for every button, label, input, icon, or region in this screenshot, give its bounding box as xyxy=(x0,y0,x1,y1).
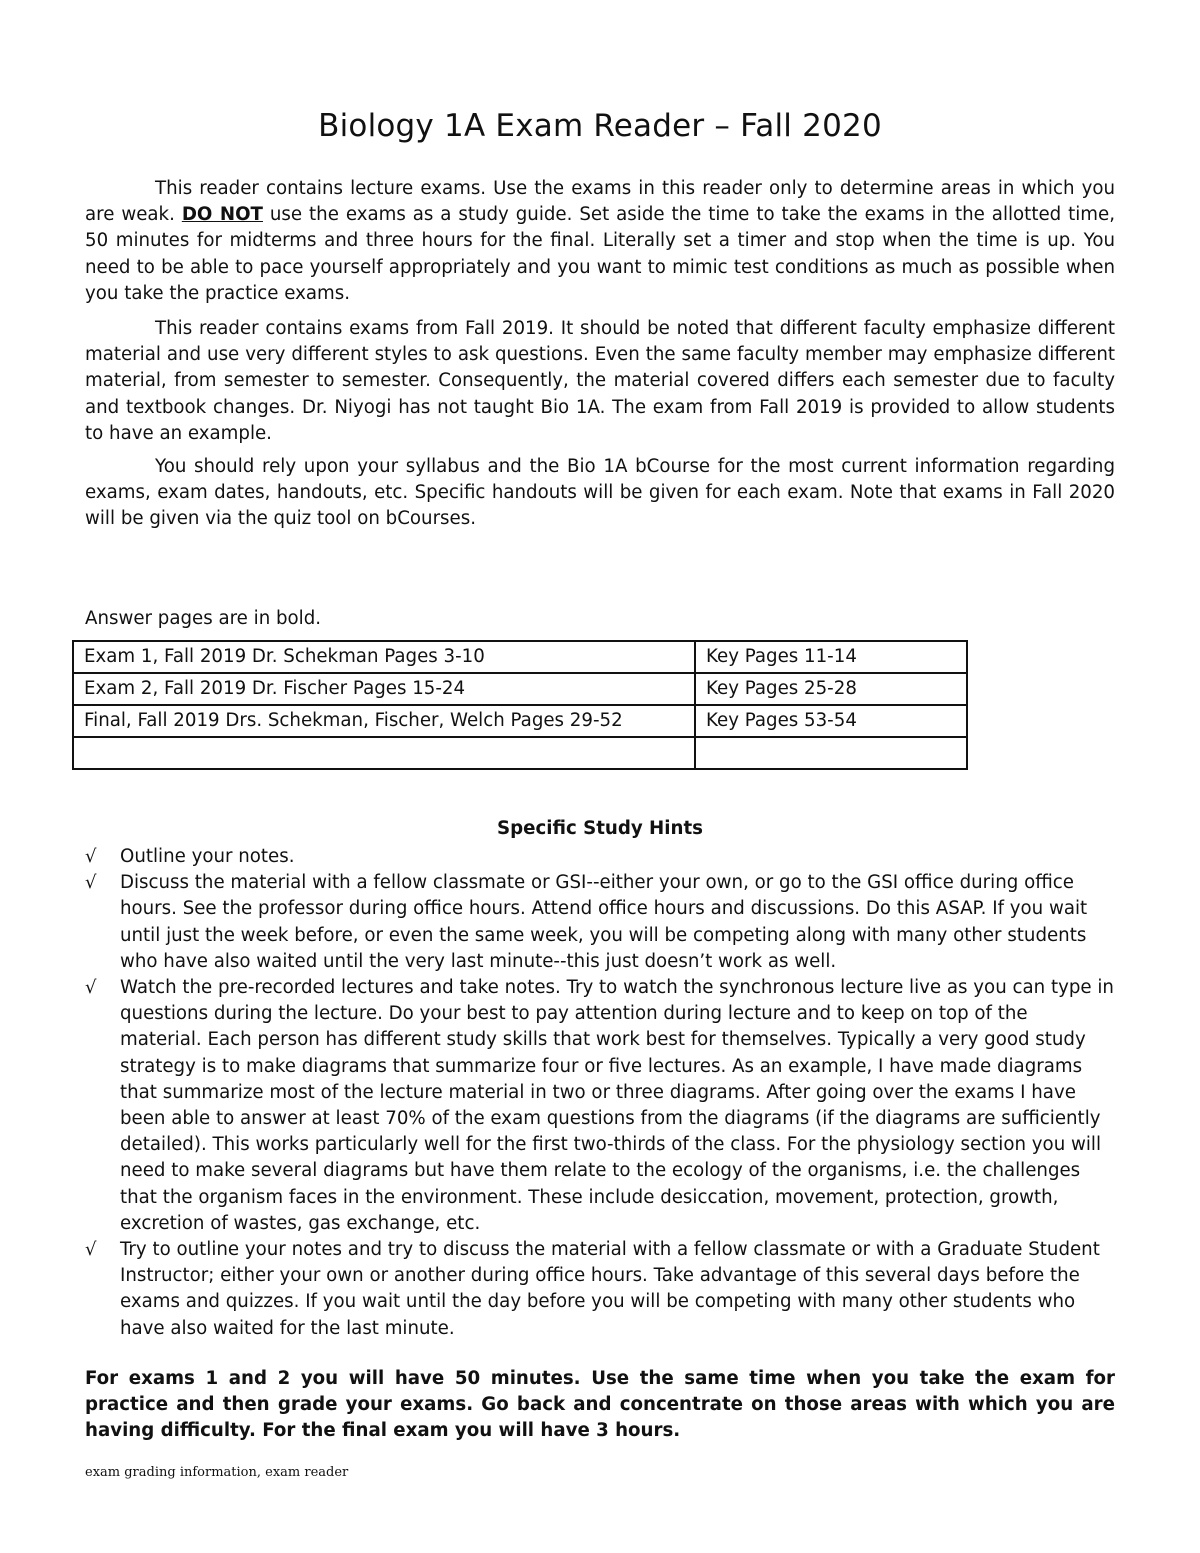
exam-cell: Final, Fall 2019 Drs. Schekman, Fischer, Welch Pages 29-52 xyxy=(73,705,695,737)
table-row xyxy=(73,705,967,737)
hint-text: Discuss the material with a fellow classmate or GSI--either your own, or go to the GSI office during office hours. See the professor during office hours. Attend office hours and discussions. Do this ASAP. If you wait until just the week before, or even the same week, you will be competing along with many other students who have also waited until the very last minute--this just doesn’t work as well. xyxy=(120,872,1088,972)
intro-p1-start: This reader contains lecture exams. Use the exams in this reader only to determine areas in which you are weak. xyxy=(85,178,1115,226)
checkmark-icon: √ xyxy=(85,846,97,867)
key-cell: Key Pages 53-54 xyxy=(695,705,967,737)
table-row xyxy=(73,641,967,673)
list-item xyxy=(85,1237,1115,1342)
table-row xyxy=(73,737,967,769)
checkmark-icon: √ xyxy=(85,872,97,894)
key-cell: Key Pages 11-14 xyxy=(695,641,967,673)
exam-cell xyxy=(73,737,695,769)
key-cell xyxy=(695,737,967,769)
hint-text: Watch the pre-recorded lectures and take notes. Try to watch the synchronous lecture live as you can type in questions during the lecture. Do your best to pay attention during lecture and to keep on top of the material. Each person has different study skills that work best for themselves. Typically a very good study strategy is to make diagrams that summarize four or five lectures. As an example, I have made diagrams that summarize most of the lecture material in two or three diagrams. After going over the exams I have been able to answer at least 70% of the exam questions from the diagrams (if the diagrams are sufficiently detailed). This works particularly well for the first two-thirds of the class. For the physiology section you will need to make several diagrams but have them relate to the ecology of the organisms, i.e. the challenges that the organism faces in the environment. These include desiccation, movement, protection, growth, excretion of wastes, gas exchange, etc. xyxy=(120,977,1114,1234)
intro-paragraph-2: This reader contains exams from Fall 2019. It should be noted that different faculty emphasize different material and use very different styles to ask questions. Even the same faculty member may emphasize different material, from semester to semester. Consequently, the material covered differs each semester due to faculty and textbook changes. Dr. Niyogi has not taught Bio 1A. The exam from Fall 2019 is provided to allow students to have an example. xyxy=(85,318,1115,444)
intro-p1-end: use the exams as a study guide. Set aside the time to take the exams in the allotted time, 50 minutes for midterms and three hours for the final. Literally set a timer and stop when the time is up. You need to be able to pace yourself appropriately and you want to mimic test conditions as much as possible when you take the practice exams. xyxy=(85,204,1115,304)
answer-pages-note: Answer pages are in bold. xyxy=(85,608,322,629)
document-title: Biology 1A Exam Reader – Fall 2020 xyxy=(318,108,882,144)
page-footer: exam grading information, exam reader xyxy=(85,1465,349,1480)
study-hints-heading: Specific Study Hints xyxy=(497,818,703,839)
exam-time-note: For exams 1 and 2 you will have 50 minutes. Use the same time when you take the exam for practice and then grade your exams. Go back and concentrate on those areas with which you are having difficulty. For the final exam you will have 3 hours. xyxy=(85,1368,1115,1442)
table-row xyxy=(73,673,967,705)
hint-text: Outline your notes. xyxy=(120,846,295,867)
key-cell: Key Pages 25-28 xyxy=(695,673,967,705)
study-hints-list xyxy=(85,844,1115,1342)
list-item xyxy=(85,844,1115,870)
do-not-emphasis: DO NOT xyxy=(181,204,263,226)
exam-cell: Exam 1, Fall 2019 Dr. Schekman Pages 3-10 xyxy=(73,641,695,673)
exam-pages-table xyxy=(72,640,968,770)
list-item xyxy=(85,975,1115,1237)
checkmark-icon: √ xyxy=(85,977,97,999)
hint-text: Try to outline your notes and try to discuss the material with a fellow classmate or with a Graduate Student Instructor; either your own or another during office hours. Take advantage of this several days before the exams and quizzes. If you wait until the day before you will be competing with many other students who have also waited for the last minute. xyxy=(120,1239,1100,1339)
checkmark-icon: √ xyxy=(85,1239,97,1261)
list-item xyxy=(85,870,1115,975)
exam-cell: Exam 2, Fall 2019 Dr. Fischer Pages 15-24 xyxy=(73,673,695,705)
intro-paragraph-1 xyxy=(85,176,1115,307)
intro-paragraph-3: You should rely upon your syllabus and the Bio 1A bCourse for the most current information regarding exams, exam dates, handouts, etc. Specific handouts will be given for each exam. Note that exams in Fall 2020 will be given via the quiz tool on bCourses. xyxy=(85,456,1115,530)
